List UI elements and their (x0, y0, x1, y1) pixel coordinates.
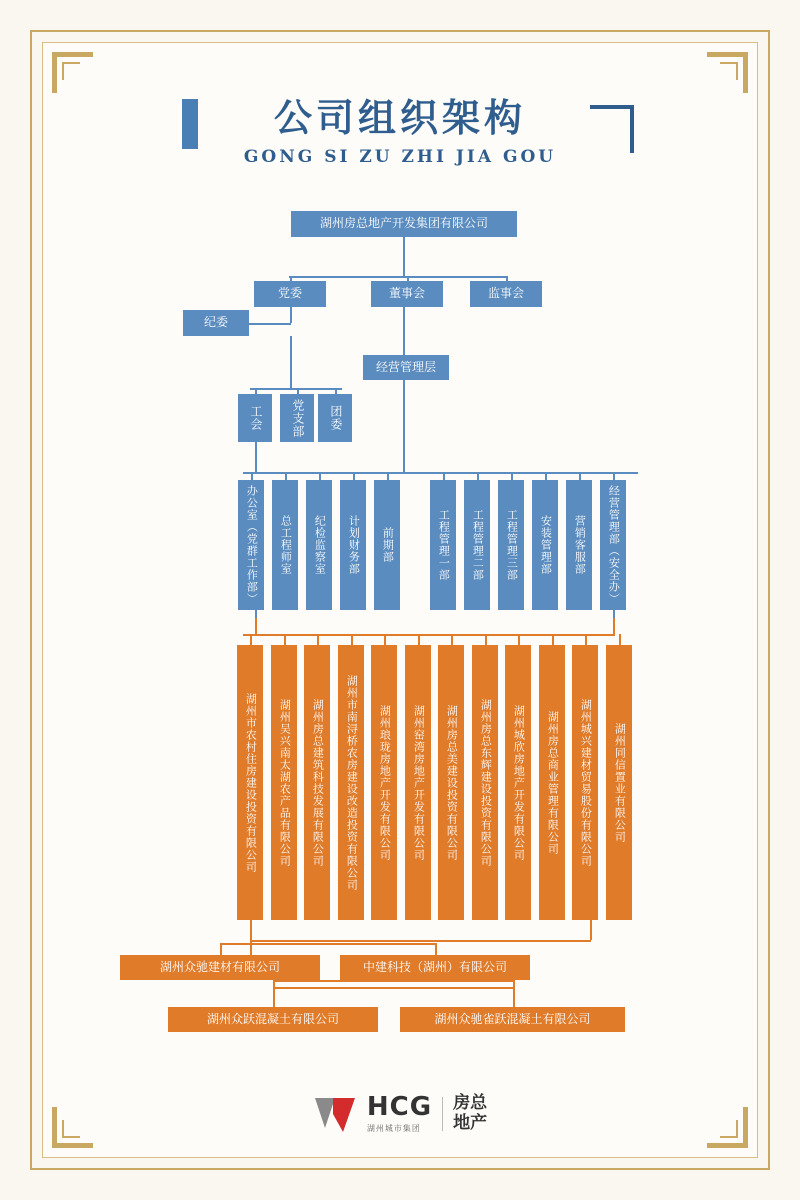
node-tier6-1: 湖州众驰雀跃混凝土有限公司 (400, 1007, 625, 1032)
connector-line (513, 980, 515, 987)
node-subsidiary-0: 湖州市农村住房建设投资有限公司 (237, 645, 263, 920)
node-management: 经营管理层 (363, 355, 449, 380)
node-subsidiary-9: 湖州房总商业管理有限公司 (539, 645, 565, 920)
node-party-2: 团委 (318, 394, 352, 442)
node-dept-right-3: 安装管理部 (532, 480, 558, 610)
connector-line (289, 276, 506, 278)
connector-line (418, 634, 420, 645)
node-subsidiary-4: 湖州琅珑房地产开发有限公司 (371, 645, 397, 920)
brand-line-1: 房总 (453, 1093, 488, 1114)
node-subsidiary-2: 湖州房总建筑科技发展有限公司 (304, 645, 330, 920)
node-root: 湖州房总地产开发集团有限公司 (291, 211, 517, 237)
connector-line (403, 380, 405, 472)
connector-line (403, 307, 405, 355)
node-dept-left-1: 总工程师室 (272, 480, 298, 610)
connector-line (220, 943, 435, 945)
connector-line (250, 388, 342, 390)
node-dept-right-0: 工程管理一部 (430, 480, 456, 610)
logo-subtext: 湖州城市集团 (366, 1124, 421, 1133)
connector-line (613, 618, 615, 634)
connector-line (435, 943, 437, 955)
footer-logo (0, 1094, 800, 1138)
connector-line (619, 634, 621, 645)
node-subsidiary-10: 湖州城兴建材贸易股份有限公司 (572, 645, 598, 920)
node-jiwei: 纪委 (183, 310, 249, 336)
connector-line (485, 634, 487, 645)
node-dept-left-0: 办公室（党群工作部） (238, 480, 264, 610)
node-dept-right-4: 营销客服部 (566, 480, 592, 610)
node-subsidiary-8: 湖州城欣房地产开发有限公司 (505, 645, 531, 920)
connector-line (220, 943, 222, 955)
connector-line (243, 634, 615, 636)
connector-line (251, 472, 253, 480)
connector-line (403, 237, 405, 276)
connector-line (250, 920, 252, 955)
brand-line-2: 地产 (453, 1113, 488, 1133)
node-subsidiary-11: 湖州同信置业有限公司 (606, 645, 632, 920)
page-title: 公司组织架构 (273, 95, 526, 140)
connector-line (319, 472, 321, 480)
node-subsidiary-3: 湖州市南浔桥农房建设改造投资有限公司 (338, 645, 364, 920)
node-dept-left-2: 纪检监察室 (306, 480, 332, 610)
node-level2-1: 董事会 (371, 281, 443, 307)
node-level2-0: 党委 (254, 281, 326, 307)
logo-divider (442, 1097, 443, 1131)
connector-line (351, 634, 353, 645)
connector-line (290, 336, 292, 388)
node-dept-right-2: 工程管理三部 (498, 480, 524, 610)
connector-line (477, 472, 479, 480)
node-tier6-0: 湖州众跃混凝土有限公司 (168, 1007, 378, 1032)
hcg-logo-icon (313, 1094, 357, 1134)
connector-line (255, 618, 257, 634)
connector-line (250, 940, 591, 942)
connector-line (285, 472, 287, 480)
connector-line (273, 980, 513, 982)
connector-line (290, 307, 292, 323)
connector-line (513, 987, 515, 1007)
node-dept-left-4: 前期部 (374, 480, 400, 610)
connector-line (579, 472, 581, 480)
node-level2-2: 监事会 (470, 281, 542, 307)
connector-line (250, 634, 252, 645)
connector-line (613, 472, 615, 480)
connector-line (273, 980, 275, 987)
node-subsidiary-5: 湖州窑湾房地产开发有限公司 (405, 645, 431, 920)
connector-line (317, 634, 319, 645)
connector-line (353, 472, 355, 480)
node-dept-right-5: 经营管理部（安全办） (600, 480, 626, 610)
node-dept-left-3: 计划财务部 (340, 480, 366, 610)
connector-line (273, 987, 275, 1007)
connector-line (384, 634, 386, 645)
node-tier5-0: 湖州众驰建材有限公司 (120, 955, 320, 980)
node-tier5-1: 中建科技（湖州）有限公司 (340, 955, 530, 980)
page-subtitle: GONG SI ZU ZHI JIA GOU (243, 146, 557, 167)
node-party-0: 工会 (238, 394, 272, 442)
connector-line (284, 634, 286, 645)
node-dept-right-1: 工程管理二部 (464, 480, 490, 610)
connector-line (255, 442, 257, 472)
node-subsidiary-1: 湖州吴兴南太湖农产品有限公司 (271, 645, 297, 920)
connector-line (273, 987, 513, 989)
connector-line (552, 634, 554, 645)
node-subsidiary-6: 湖州房总美建设投资有限公司 (438, 645, 464, 920)
connector-line (585, 634, 587, 645)
connector-line (387, 472, 389, 480)
connector-line (545, 472, 547, 480)
connector-line (518, 634, 520, 645)
connector-line (590, 920, 592, 940)
connector-line (451, 634, 453, 645)
node-subsidiary-7: 湖州房总东辉建设投资有限公司 (472, 645, 498, 920)
node-party-1: 党支部 (280, 394, 314, 442)
connector-line (443, 472, 445, 480)
connector-line (511, 472, 513, 480)
logo-wordmark: HCG (366, 1092, 433, 1122)
